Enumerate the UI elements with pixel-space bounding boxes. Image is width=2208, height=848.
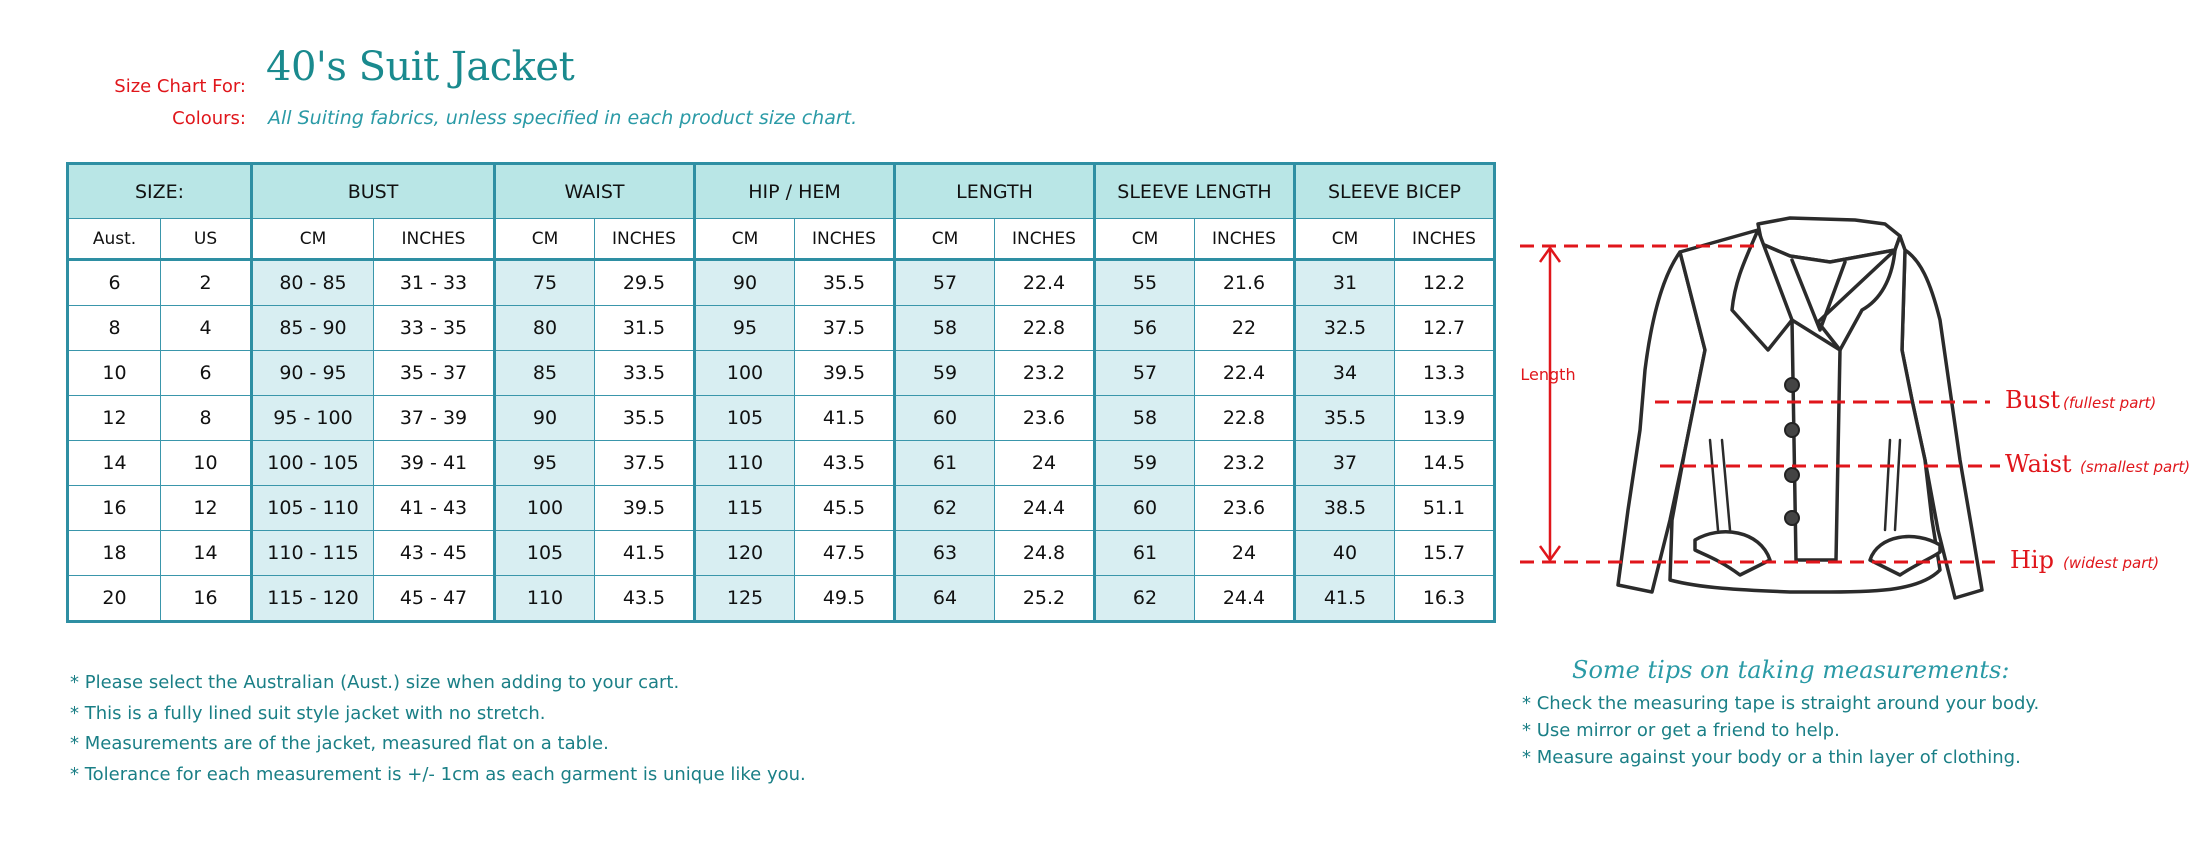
- table-cell: 58: [895, 306, 995, 351]
- table-cell: 39 - 41: [374, 441, 495, 486]
- table-cell: 100: [695, 351, 795, 396]
- table-cell: 60: [895, 396, 995, 441]
- table-body: [68, 260, 1495, 622]
- table-cell: 24.4: [995, 486, 1095, 531]
- tips-title: Some tips on taking measurements:: [1572, 656, 2010, 684]
- table-cell: 12: [161, 486, 252, 531]
- table-cell: 41.5: [795, 396, 895, 441]
- table-cell: 31 - 33: [374, 260, 495, 306]
- header-sleeve-length: SLEEVE LENGTH: [1095, 164, 1295, 219]
- table-cell: 110: [695, 441, 795, 486]
- sub-header-cell: CM: [695, 219, 795, 260]
- sub-header-cell: US: [161, 219, 252, 260]
- table-cell: 60: [1095, 486, 1195, 531]
- table-cell: 35.5: [795, 260, 895, 306]
- jacket-illustration-icon: [1618, 218, 1982, 598]
- sub-header-row: [68, 219, 1495, 260]
- table-cell: 56: [1095, 306, 1195, 351]
- table-cell: 34: [1295, 351, 1395, 396]
- table-cell: 55: [1095, 260, 1195, 306]
- table-cell: 13.3: [1395, 351, 1495, 396]
- hip-note: (widest part): [2063, 554, 2160, 572]
- sub-header-cell: INCHES: [995, 219, 1095, 260]
- waist-note: (smallest part): [2080, 458, 2191, 476]
- table-row: [68, 260, 1495, 306]
- table-cell: 31: [1295, 260, 1395, 306]
- table-cell: 23.2: [1195, 441, 1295, 486]
- table-cell: 35.5: [1295, 396, 1395, 441]
- sub-header-cell: CM: [495, 219, 595, 260]
- note-aust-size: * Please select the Australian (Aust.) size when adding to your cart.: [70, 672, 680, 693]
- table-cell: 61: [1095, 531, 1195, 576]
- sub-header-cell: CM: [252, 219, 374, 260]
- note-tolerance: * Tolerance for each measurement is +/- 1cm as each garment is unique like you.: [70, 763, 806, 785]
- table-row: [68, 441, 1495, 486]
- table-cell: 59: [895, 351, 995, 396]
- table-cell: 14: [68, 441, 161, 486]
- table-cell: 39.5: [595, 486, 695, 531]
- table-cell: 58: [1095, 396, 1195, 441]
- table-row: [68, 351, 1495, 396]
- table-row: [68, 576, 1495, 622]
- table-cell: 41 - 43: [374, 486, 495, 531]
- table-cell: 57: [895, 260, 995, 306]
- table-cell: 62: [895, 486, 995, 531]
- table-cell: 40: [1295, 531, 1395, 576]
- table-cell: 20: [68, 576, 161, 622]
- jacket-diagram: [1500, 200, 2200, 620]
- table-cell: 100: [495, 486, 595, 531]
- table-cell: 95: [695, 306, 795, 351]
- table-cell: 37.5: [595, 441, 695, 486]
- table-cell: 24.8: [995, 531, 1095, 576]
- table-cell: 6: [68, 260, 161, 306]
- table-cell: 14.5: [1395, 441, 1495, 486]
- hip-label: Hip: [2010, 546, 2054, 574]
- table-cell: 64: [895, 576, 995, 622]
- table-cell: 43.5: [595, 576, 695, 622]
- table-cell: 8: [68, 306, 161, 351]
- table-cell: 49.5: [795, 576, 895, 622]
- table-cell: 22.8: [995, 306, 1095, 351]
- table-cell: 24: [995, 441, 1095, 486]
- table-cell: 10: [161, 441, 252, 486]
- notes: [70, 668, 806, 790]
- table-cell: 115: [695, 486, 795, 531]
- tip-thin-layer: * Measure against your body or a thin layer of clothing.: [1522, 747, 2021, 768]
- sub-header-cell: INCHES: [374, 219, 495, 260]
- note-measured-flat: * Measurements are of the jacket, measured flat on a table.: [70, 733, 609, 754]
- table-cell: 45 - 47: [374, 576, 495, 622]
- header-length: LENGTH: [895, 164, 1095, 219]
- table-cell: 37 - 39: [374, 396, 495, 441]
- tips-list: [1522, 690, 2039, 771]
- table-cell: 12: [68, 396, 161, 441]
- table-cell: 21.6: [1195, 260, 1295, 306]
- table-cell: 90: [495, 396, 595, 441]
- header-hip-hem: HIP / HEM: [695, 164, 895, 219]
- table-cell: 23.6: [1195, 486, 1295, 531]
- table-cell: 120: [695, 531, 795, 576]
- table-cell: 41.5: [595, 531, 695, 576]
- sub-header-cell: CM: [1095, 219, 1195, 260]
- note-lined: * This is a fully lined suit style jacket with no stretch.: [70, 702, 546, 724]
- table-cell: 110: [495, 576, 595, 622]
- table-cell: 13.9: [1395, 396, 1495, 441]
- table-cell: 23.6: [995, 396, 1095, 441]
- size-chart-label: Size Chart For:: [114, 76, 246, 97]
- table-cell: 57: [1095, 351, 1195, 396]
- table-cell: 105: [495, 531, 595, 576]
- table-cell: 10: [68, 351, 161, 396]
- group-header-row: [68, 164, 1495, 219]
- table-cell: 25.2: [995, 576, 1095, 622]
- sub-header-cell: Aust.: [68, 219, 161, 260]
- table-cell: 90: [695, 260, 795, 306]
- table-row: [68, 486, 1495, 531]
- sub-header-cell: INCHES: [1395, 219, 1495, 260]
- page-title: 40's Suit Jacket: [266, 44, 575, 90]
- table-cell: 24: [1195, 531, 1295, 576]
- table-cell: 37.5: [795, 306, 895, 351]
- table-cell: 24.4: [1195, 576, 1295, 622]
- table-cell: 95 - 100: [252, 396, 374, 441]
- table-cell: 59: [1095, 441, 1195, 486]
- colours-text: All Suiting fabrics, unless specified in each product size chart.: [268, 107, 858, 129]
- table-cell: 63: [895, 531, 995, 576]
- table-cell: 22.4: [995, 260, 1095, 306]
- table-cell: 75: [495, 260, 595, 306]
- table-cell: 23.2: [995, 351, 1095, 396]
- table-cell: 35 - 37: [374, 351, 495, 396]
- table-cell: 22: [1195, 306, 1295, 351]
- table-cell: 51.1: [1395, 486, 1495, 531]
- table-cell: 41.5: [1295, 576, 1395, 622]
- table-cell: 12.7: [1395, 306, 1495, 351]
- table-cell: 31.5: [595, 306, 695, 351]
- table-cell: 105 - 110: [252, 486, 374, 531]
- colours-label: Colours:: [172, 108, 246, 129]
- table-cell: 80 - 85: [252, 260, 374, 306]
- sub-header-cell: INCHES: [595, 219, 695, 260]
- table-cell: 47.5: [795, 531, 895, 576]
- length-label: Length: [1520, 365, 1576, 384]
- table-cell: 115 - 120: [252, 576, 374, 622]
- table-cell: 100 - 105: [252, 441, 374, 486]
- table-cell: 35.5: [595, 396, 695, 441]
- table-cell: 38.5: [1295, 486, 1395, 531]
- table-row: [68, 531, 1495, 576]
- table-cell: 16: [161, 576, 252, 622]
- table-cell: 45.5: [795, 486, 895, 531]
- table-cell: 61: [895, 441, 995, 486]
- table-cell: 90 - 95: [252, 351, 374, 396]
- table-cell: 33.5: [595, 351, 695, 396]
- table-cell: 18: [68, 531, 161, 576]
- table-cell: 39.5: [795, 351, 895, 396]
- table-cell: 2: [161, 260, 252, 306]
- bust-label: Bust: [2005, 386, 2061, 414]
- table-cell: 15.7: [1395, 531, 1495, 576]
- table-cell: 33 - 35: [374, 306, 495, 351]
- header-bust: BUST: [252, 164, 495, 219]
- header-sleeve-bicep: SLEEVE BICEP: [1295, 164, 1495, 219]
- table-cell: 43.5: [795, 441, 895, 486]
- table-cell: 29.5: [595, 260, 695, 306]
- table-cell: 16.3: [1395, 576, 1495, 622]
- table-row: [68, 396, 1495, 441]
- table-cell: 22.4: [1195, 351, 1295, 396]
- table-cell: 62: [1095, 576, 1195, 622]
- table-cell: 14: [161, 531, 252, 576]
- sub-header-cell: INCHES: [795, 219, 895, 260]
- table-cell: 105: [695, 396, 795, 441]
- sub-header-cell: CM: [1295, 219, 1395, 260]
- sub-header-cell: INCHES: [1195, 219, 1295, 260]
- table-cell: 22.8: [1195, 396, 1295, 441]
- table-cell: 125: [695, 576, 795, 622]
- table-cell: 12.2: [1395, 260, 1495, 306]
- table-cell: 6: [161, 351, 252, 396]
- tip-tape-straight: * Check the measuring tape is straight around your body.: [1522, 693, 2040, 714]
- header-size: SIZE:: [68, 164, 252, 219]
- tip-use-mirror: * Use mirror or get a friend to help.: [1522, 720, 1840, 741]
- waist-label: Waist: [2005, 450, 2072, 478]
- table-cell: 43 - 45: [374, 531, 495, 576]
- bust-note: (fullest part): [2063, 394, 2157, 412]
- table-cell: 85 - 90: [252, 306, 374, 351]
- table-cell: 37: [1295, 441, 1395, 486]
- table-cell: 80: [495, 306, 595, 351]
- table-row: [68, 306, 1495, 351]
- header-waist: WAIST: [495, 164, 695, 219]
- size-table: [66, 162, 1496, 623]
- table-cell: 16: [68, 486, 161, 531]
- sub-header-cell: CM: [895, 219, 995, 260]
- table-cell: 110 - 115: [252, 531, 374, 576]
- table-cell: 8: [161, 396, 252, 441]
- table-cell: 95: [495, 441, 595, 486]
- table-cell: 85: [495, 351, 595, 396]
- table-cell: 4: [161, 306, 252, 351]
- table-cell: 32.5: [1295, 306, 1395, 351]
